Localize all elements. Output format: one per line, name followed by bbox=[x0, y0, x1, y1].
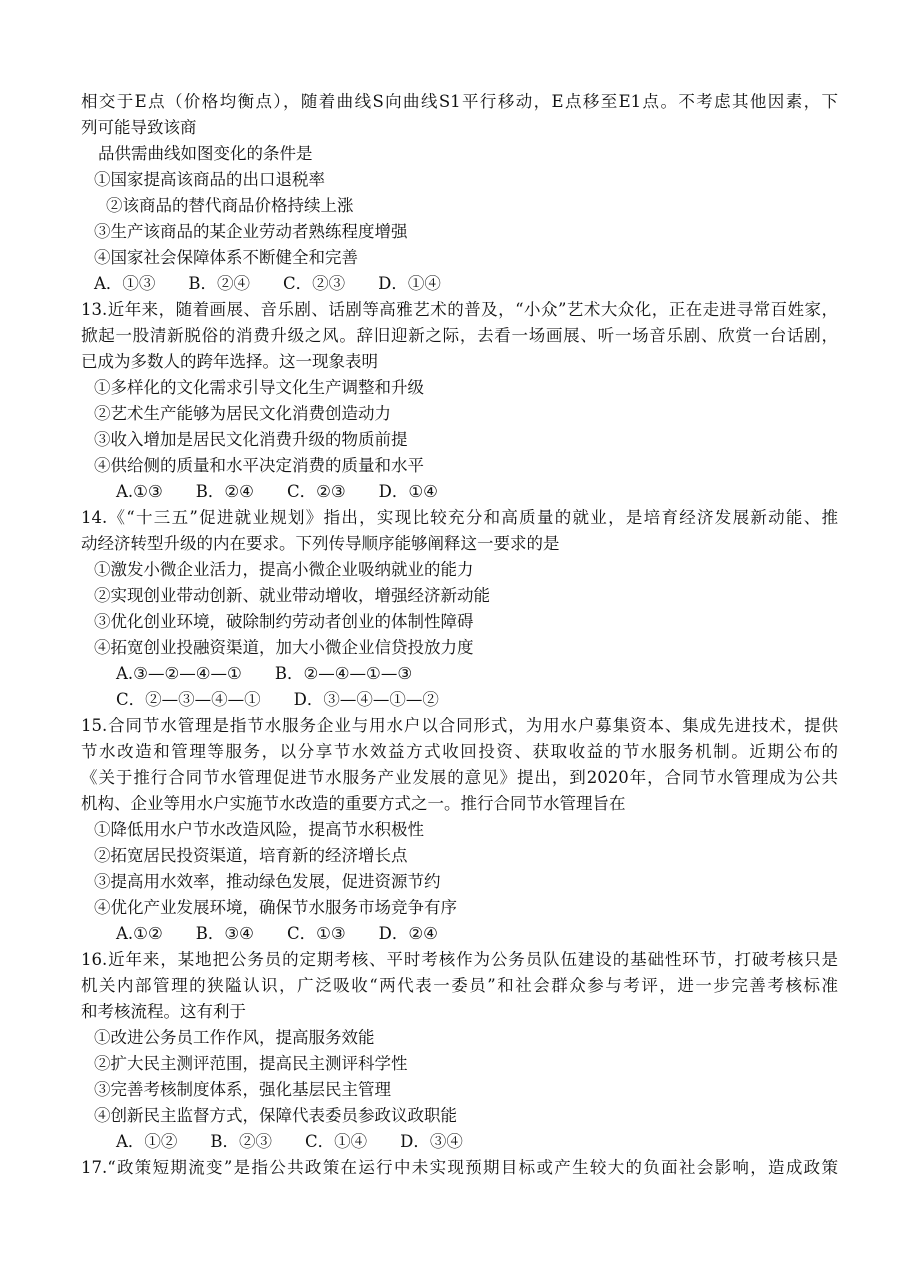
text-line: ②拓宽居民投资渠道，培育新的经济增长点 bbox=[94, 846, 408, 865]
text-line: 机关内部管理的狭隘认识，广泛吸收“两代表一委员”和社会群众参与考评，进一步完善考核标准 bbox=[81, 976, 838, 995]
text-line: ④供给侧的质量和水平决定消费的质量和水平 bbox=[94, 456, 424, 475]
text-line: 已成为多数人的跨年选择。这一现象表明 bbox=[81, 352, 378, 371]
text-line: ②该商品的替代商品价格持续上涨 bbox=[106, 196, 354, 215]
text-line: ②实现创业带动创新、就业带动增收，增强经济新动能 bbox=[94, 586, 490, 605]
text-line: ④国家社会保障体系不断健全和完善 bbox=[94, 248, 358, 267]
text-line: ④拓宽创业投融资渠道，加大小微企业信贷投放力度 bbox=[94, 638, 474, 657]
text-line: 列可能导致该商 bbox=[81, 118, 197, 137]
text-line: ①激发小微企业活力，提高小微企业吸纳就业的能力 bbox=[94, 560, 474, 579]
text-line: ④创新民主监督方式，保障代表委员参政议政职能 bbox=[94, 1106, 457, 1125]
question-14: 14.《“十三五”促进就业规划》指出，实现比较充分和高质量的就业，是培育经济发展新动能、推 bbox=[81, 508, 838, 527]
text-line: ③优化创业环境，破除制约劳动者创业的体制性障碍 bbox=[94, 612, 474, 631]
text-line: ②艺术生产能够为居民文化消费创造动力 bbox=[94, 404, 391, 423]
text-line: 掀起一股清新脱俗的消费升级之风。辞旧迎新之际，去看一场画展、听一场音乐剧、欣赏一台话剧， bbox=[81, 326, 838, 345]
text-line: ③提高用水效率，推动绿色发展，促进资源节约 bbox=[94, 872, 441, 891]
text-line: ①多样化的文化需求引导文化生产调整和升级 bbox=[94, 378, 424, 397]
answer-options: A.①② B．③④ C．①③ D．②④ bbox=[116, 924, 438, 943]
question-16: 16.近年来，某地把公务员的定期考核、平时考核作为公务员队伍建设的基础性环节，打破考核只是 bbox=[81, 950, 838, 969]
text-line: ①国家提高该商品的出口退税率 bbox=[94, 170, 325, 189]
text-line: ②扩大民主测评范围，提高民主测评科学性 bbox=[94, 1054, 408, 1073]
text-line: 相交于E点（价格均衡点），随着曲线S向曲线S1平行移动，E点移至E1点。不考虑其他因素，下 bbox=[81, 92, 838, 111]
text-line: 节水改造和管理等服务，以分享节水效益方式收回投资、获取收益的节水服务机制。近期公布的 bbox=[81, 742, 838, 761]
answer-options: A.①③ B．②④ C．②③ D．①④ bbox=[116, 482, 438, 501]
answer-options: A．①② B．②③ C．①④ D．③④ bbox=[116, 1132, 463, 1151]
text-line: ③完善考核制度体系，强化基层民主管理 bbox=[94, 1080, 391, 1099]
answer-options: A．①③ B．②④ C．②③ D．①④ bbox=[94, 274, 441, 293]
text-line: 机构、企业等用水户实施节水改造的重要方式之一。推行合同节水管理旨在 bbox=[81, 794, 626, 813]
text-line: ③收入增加是居民文化消费升级的物质前提 bbox=[94, 430, 408, 449]
question-15: 15.合同节水管理是指节水服务企业与用水户以合同形式，为用水户募集资本、集成先进技术，提供 bbox=[81, 716, 838, 735]
text-line: 《关于推行合同节水管理促进节水服务产业发展的意见》提出，到2020年，合同节水管理成为公共 bbox=[81, 768, 838, 787]
text-line: 和考核流程。这有利于 bbox=[81, 1002, 246, 1021]
answer-options: C．②—③—④—① D．③—④—①—② bbox=[116, 690, 439, 709]
question-13: 13.近年来，随着画展、音乐剧、话剧等高雅艺术的普及，“小众”艺术大众化，正在走进寻常百姓家， bbox=[81, 300, 838, 319]
text-line: 品供需曲线如图变化的条件是 bbox=[98, 144, 313, 163]
text-line: ④优化产业发展环境，确保节水服务市场竞争有序 bbox=[94, 898, 457, 917]
text-line: 动经济转型升级的内在要求。下列传导顺序能够阐释这一要求的是 bbox=[81, 534, 560, 553]
answer-options: A.③—②—④—① B．②—④—①—③ bbox=[116, 664, 413, 683]
text-line: ①改进公务员工作作风，提高服务效能 bbox=[94, 1028, 375, 1047]
text-line: ③生产该商品的某企业劳动者熟练程度增强 bbox=[94, 222, 408, 241]
text-line: ①降低用水户节水改造风险，提高节水积极性 bbox=[94, 820, 424, 839]
question-17: 17.“政策短期流变”是指公共政策在运行中未实现预期目标或产生较大的负面社会影响，造成政策 bbox=[81, 1158, 838, 1177]
